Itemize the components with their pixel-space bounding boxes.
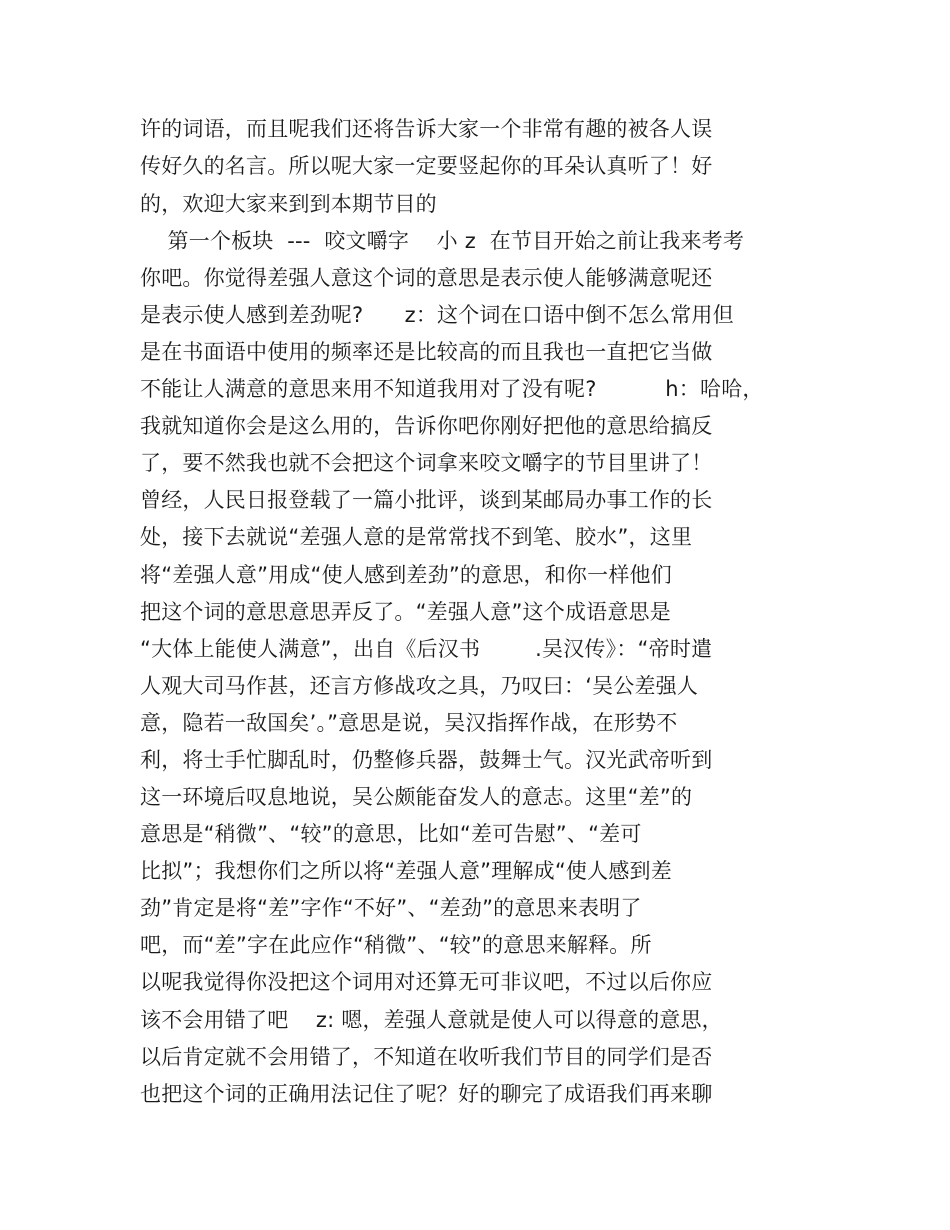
text-line: 是表示使人感到差劲呢? z：这个词在口语中倒不怎么常用但 (140, 303, 734, 327)
text-line: 该不会用错了吧 z: 嗯，差强人意就是使人可以得意的意思， (140, 1008, 723, 1032)
text-line: 不能让人满意的意思来用不知道我用对了没有呢? h：哈哈， (140, 377, 764, 401)
text-line: “大体上能使人满意”，出自《后汉书 .吴汉传》：“帝时遣 (140, 637, 713, 661)
text-line: 把这个词的意思意思弄反了。“差强人意”这个成语意思是 (140, 600, 671, 624)
text-line: 我就知道你会是这么用的，告诉你吧你刚好把他的意思给搞反 (140, 414, 713, 438)
text-line: 吧，而“差”字在此应作“稍微”、“较”的意思来解释。所 (140, 933, 652, 957)
text-line: 了，要不然我也就不会把这个词拿来咬文嚼字的节目里讲了！ (140, 451, 713, 475)
text-line: 比拟”；我想你们之所以将“差强人意”理解成“使人感到差 (140, 859, 672, 883)
text-line: 将“差强人意”用成“使人感到差劲”的意思，和你一样他们 (140, 563, 672, 587)
text-line: 传好久的名言。所以呢大家一定要竖起你的耳朵认真听了！好 (140, 154, 713, 178)
text-line: 也把这个词的正确用法记住了呢？好的聊完了成语我们再来聊 (140, 1082, 713, 1106)
text-line: 以后肯定就不会用错了，不知道在收听我们节目的同学们是否 (140, 1045, 713, 1069)
text-line: 劲”肯定是将“差”字作“不好”、“差劲”的意思来表明了 (140, 896, 642, 920)
text-line: 第一个板块 --- 咬文嚼字 小 z 在节目开始之前让我来考考 (140, 229, 745, 253)
text-line: 许的词语，而且呢我们还将告诉大家一个非常有趣的被各人误 (140, 117, 713, 141)
text-line: 曾经，人民日报登载了一篇小批评，谈到某邮局办事工作的长 (140, 488, 713, 512)
text-line: 意，隐若一敌国矣’。”意思是说，吴汉指挥作战，在形势不 (140, 711, 678, 735)
text-line: 意思是“稍微”、“较”的意思，比如“差可告慰”、“差可 (140, 822, 642, 846)
text-line: 这一环境后叹息地说，吴公颇能奋发人的意志。这里“差”的 (140, 785, 693, 809)
text-line: 是在书面语中使用的频率还是比较高的而且我也一直把它当做 (140, 340, 713, 364)
text-line: 处，接下去就说“差强人意的是常常找不到笔、胶水”，这里 (140, 525, 693, 549)
text-line: 人观大司马作甚，还言方修战攻之具，乃叹曰：‘吴公差强人 (140, 674, 699, 698)
text-line: 以呢我觉得你没把这个词用对还算无可非议吧，不过以后你应 (140, 970, 713, 994)
text-line: 的，欢迎大家来到到本期节目的 (140, 192, 437, 216)
text-line: 你吧。你觉得差强人意这个词的意思是表示使人能够满意呢还 (140, 266, 713, 290)
text-line: 利，将士手忙脚乱时，仍整修兵器，鼓舞士气。汉光武帝听到 (140, 748, 713, 772)
